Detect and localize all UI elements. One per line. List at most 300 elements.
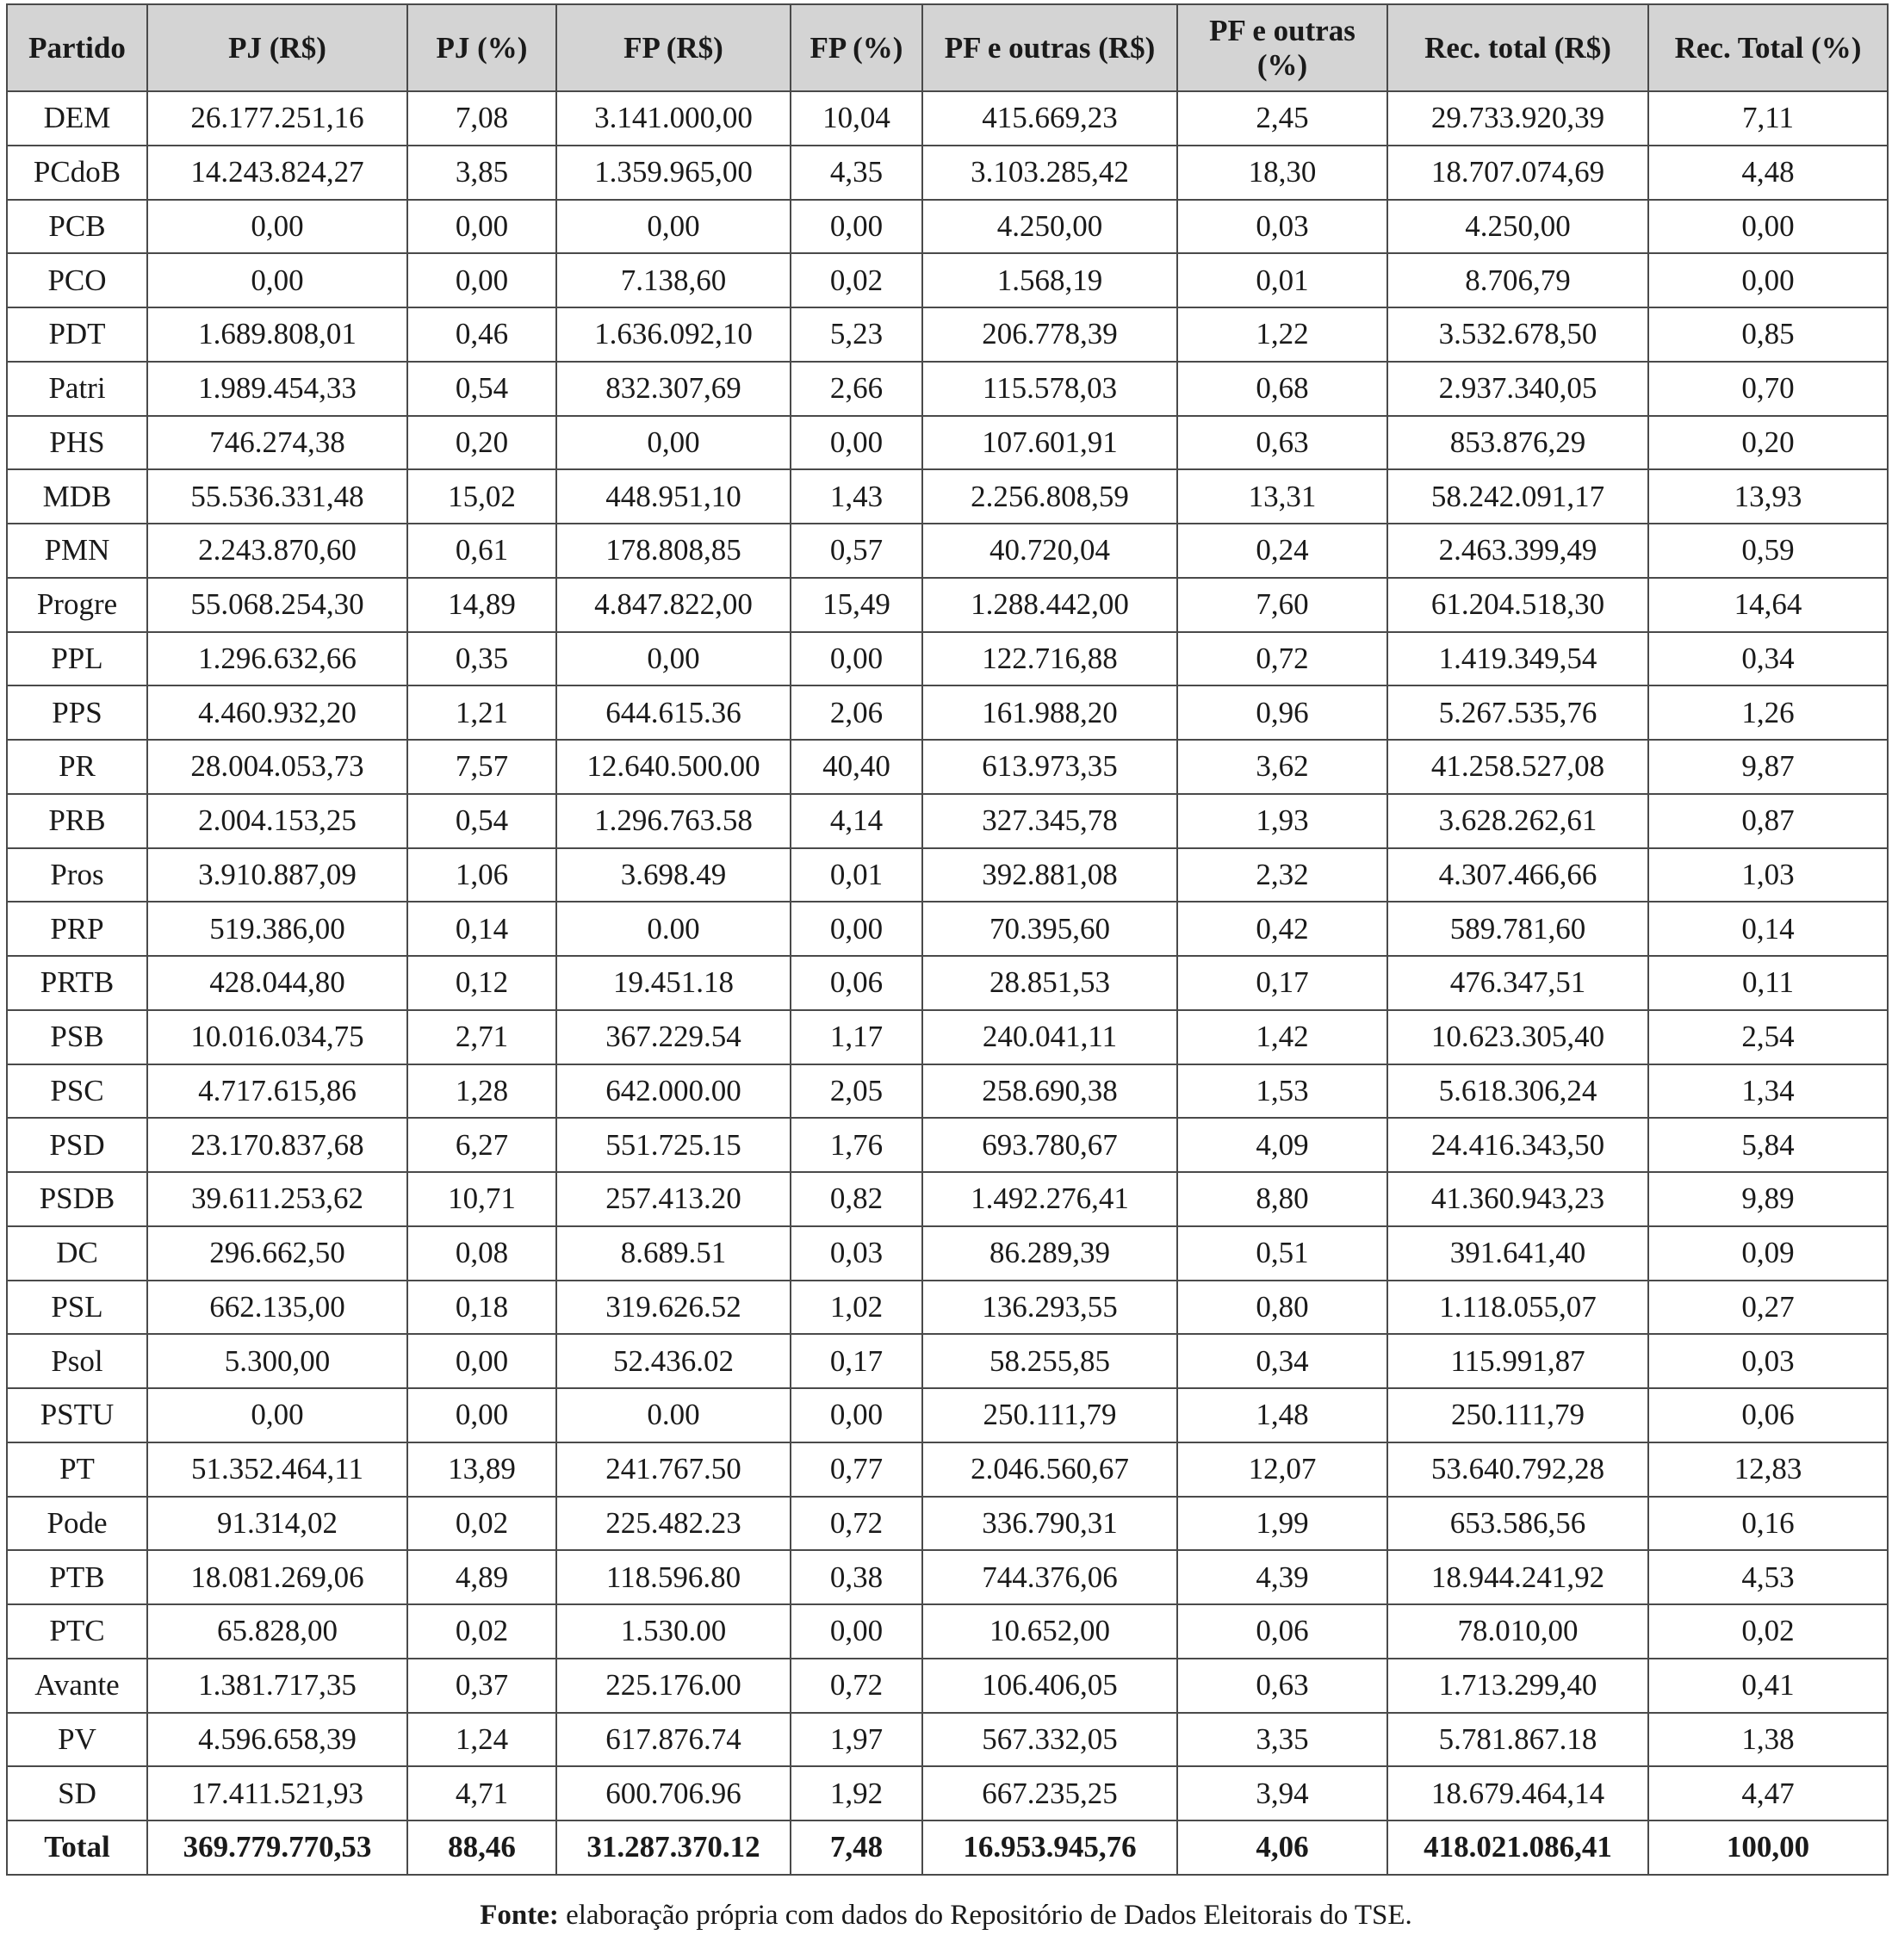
- table-cell: 19.451.18: [556, 956, 791, 1010]
- party-name-cell: PTB: [7, 1550, 147, 1604]
- total-cell: 16.953.945,76: [922, 1820, 1177, 1875]
- table-cell: 13,89: [407, 1442, 556, 1497]
- table-cell: 257.413.20: [556, 1172, 791, 1226]
- total-cell: 88,46: [407, 1820, 556, 1875]
- table-cell: 0,06: [1648, 1388, 1888, 1442]
- table-row: [7, 91, 1888, 146]
- table-cell: 58.242.091,17: [1387, 469, 1648, 524]
- table-cell: 567.332,05: [922, 1713, 1177, 1767]
- table-row: [7, 1604, 1888, 1659]
- table-cell: 0,00: [1648, 200, 1888, 254]
- table-cell: 0,06: [791, 956, 922, 1010]
- table-cell: 0,00: [556, 416, 791, 470]
- table-cell: 118.596.80: [556, 1550, 791, 1604]
- table-cell: 642.000.00: [556, 1064, 791, 1119]
- table-cell: 7,57: [407, 740, 556, 794]
- table-cell: 7,11: [1648, 91, 1888, 146]
- table-row: [7, 1497, 1888, 1551]
- party-name-cell: Psol: [7, 1334, 147, 1388]
- table-cell: 1,38: [1648, 1713, 1888, 1767]
- table-cell: 1,42: [1177, 1010, 1387, 1064]
- table-cell: 5.781.867.18: [1387, 1713, 1648, 1767]
- table-cell: 693.780,67: [922, 1118, 1177, 1172]
- table-cell: 2.463.399,49: [1387, 524, 1648, 578]
- table-cell: 8.706,79: [1387, 253, 1648, 307]
- table-cell: 65.828,00: [147, 1604, 407, 1659]
- table-cell: 0,63: [1177, 1659, 1387, 1713]
- table-cell: 0,00: [791, 1388, 922, 1442]
- table-cell: 2,32: [1177, 848, 1387, 902]
- table-cell: 1,48: [1177, 1388, 1387, 1442]
- table-cell: 1.713.299,40: [1387, 1659, 1648, 1713]
- table-cell: 4.250,00: [1387, 200, 1648, 254]
- table-cell: 0,37: [407, 1659, 556, 1713]
- table-header: [7, 4, 1888, 91]
- table-cell: 589.781,60: [1387, 902, 1648, 956]
- table-cell: 41.360.943,23: [1387, 1172, 1648, 1226]
- table-cell: 2.256.808,59: [922, 469, 1177, 524]
- table-cell: 476.347,51: [1387, 956, 1648, 1010]
- table-cell: 1,06: [407, 848, 556, 902]
- table-cell: 4,39: [1177, 1550, 1387, 1604]
- table-cell: 41.258.527,08: [1387, 740, 1648, 794]
- table-cell: 4.717.615,86: [147, 1064, 407, 1119]
- table-cell: 3,35: [1177, 1713, 1387, 1767]
- table-row: [7, 632, 1888, 686]
- party-name-cell: PRTB: [7, 956, 147, 1010]
- table-cell: 415.669,23: [922, 91, 1177, 146]
- table-row: [7, 578, 1888, 632]
- table-cell: 3,94: [1177, 1766, 1387, 1820]
- table-cell: 0,27: [1648, 1281, 1888, 1335]
- source-label: Fonte:: [480, 1900, 559, 1931]
- party-name-cell: PSC: [7, 1064, 147, 1119]
- table-cell: 24.416.343,50: [1387, 1118, 1648, 1172]
- table-cell: 2.937.340,05: [1387, 362, 1648, 416]
- table-row: [7, 469, 1888, 524]
- total-cell: 31.287.370.12: [556, 1820, 791, 1875]
- total-label-cell: Total: [7, 1820, 147, 1875]
- table-cell: 1.530.00: [556, 1604, 791, 1659]
- table-cell: 4.596.658,39: [147, 1713, 407, 1767]
- table-cell: 4.307.466,66: [1387, 848, 1648, 902]
- table-row: [7, 1766, 1888, 1820]
- table-cell: 2.046.560,67: [922, 1442, 1177, 1497]
- table-cell: 0,08: [407, 1226, 556, 1281]
- table-cell: 600.706.96: [556, 1766, 791, 1820]
- table-cell: 448.951,10: [556, 469, 791, 524]
- party-name-cell: PRB: [7, 794, 147, 848]
- table-cell: 1,53: [1177, 1064, 1387, 1119]
- table-cell: 0,61: [407, 524, 556, 578]
- table-cell: 86.289,39: [922, 1226, 1177, 1281]
- table-cell: 14,64: [1648, 578, 1888, 632]
- table-cell: 0,34: [1648, 632, 1888, 686]
- table-cell: 15,49: [791, 578, 922, 632]
- table-row: [7, 1550, 1888, 1604]
- table-cell: 5.300,00: [147, 1334, 407, 1388]
- table-cell: 0,00: [407, 200, 556, 254]
- table-cell: 1.492.276,41: [922, 1172, 1177, 1226]
- table-cell: 4,35: [791, 146, 922, 200]
- table-row: [7, 146, 1888, 200]
- party-name-cell: DC: [7, 1226, 147, 1281]
- party-name-cell: PSB: [7, 1010, 147, 1064]
- table-cell: 258.690,38: [922, 1064, 1177, 1119]
- table-cell: 519.386,00: [147, 902, 407, 956]
- party-name-cell: PTC: [7, 1604, 147, 1659]
- table-cell: 336.790,31: [922, 1497, 1177, 1551]
- column-header: FP (R$): [556, 4, 791, 91]
- party-name-cell: PSD: [7, 1118, 147, 1172]
- party-name-cell: PCB: [7, 200, 147, 254]
- table-cell: 13,93: [1648, 469, 1888, 524]
- table-cell: 61.204.518,30: [1387, 578, 1648, 632]
- table-cell: 0,00: [556, 632, 791, 686]
- table-cell: 1,21: [407, 685, 556, 740]
- table-cell: 12,07: [1177, 1442, 1387, 1497]
- table-cell: 1.419.349,54: [1387, 632, 1648, 686]
- table-cell: 2,45: [1177, 91, 1387, 146]
- column-header: PJ (R$): [147, 4, 407, 91]
- table-cell: 241.767.50: [556, 1442, 791, 1497]
- table-cell: 0,14: [1648, 902, 1888, 956]
- table-cell: 18,30: [1177, 146, 1387, 200]
- table-cell: 1,93: [1177, 794, 1387, 848]
- party-name-cell: PDT: [7, 307, 147, 362]
- table-cell: 1,97: [791, 1713, 922, 1767]
- party-name-cell: PSDB: [7, 1172, 147, 1226]
- table-cell: 0,72: [1177, 632, 1387, 686]
- table-cell: 0,00: [147, 1388, 407, 1442]
- table-row: [7, 1172, 1888, 1226]
- column-header: Rec. Total (%): [1648, 4, 1888, 91]
- total-cell: 7,48: [791, 1820, 922, 1875]
- table-row: [7, 794, 1888, 848]
- party-name-cell: Avante: [7, 1659, 147, 1713]
- table-row: [7, 740, 1888, 794]
- table-cell: 4,48: [1648, 146, 1888, 200]
- table-cell: 0,00: [147, 253, 407, 307]
- table-cell: 1,28: [407, 1064, 556, 1119]
- table-cell: 2.243.870,60: [147, 524, 407, 578]
- table-row: [7, 1226, 1888, 1281]
- party-name-cell: Pode: [7, 1497, 147, 1551]
- table-cell: 14,89: [407, 578, 556, 632]
- header-row: [7, 4, 1888, 91]
- table-row: [7, 902, 1888, 956]
- table-cell: 1,92: [791, 1766, 922, 1820]
- table-cell: 0,01: [791, 848, 922, 902]
- table-cell: 667.235,25: [922, 1766, 1177, 1820]
- table-cell: 551.725.15: [556, 1118, 791, 1172]
- table-cell: 6,27: [407, 1118, 556, 1172]
- table-cell: 1.689.808,01: [147, 307, 407, 362]
- table-cell: 1,03: [1648, 848, 1888, 902]
- table-cell: 653.586,56: [1387, 1497, 1648, 1551]
- column-header: PF e outras (%): [1177, 4, 1387, 91]
- source-caption: [0, 1898, 1892, 1932]
- table-cell: 1.636.092,10: [556, 307, 791, 362]
- party-name-cell: MDB: [7, 469, 147, 524]
- table-cell: 0,54: [407, 362, 556, 416]
- table-row: [7, 362, 1888, 416]
- table-cell: 3,85: [407, 146, 556, 200]
- table-cell: 250.111,79: [1387, 1388, 1648, 1442]
- table-cell: 0,12: [407, 956, 556, 1010]
- table-cell: 0,41: [1648, 1659, 1888, 1713]
- table-cell: 0,00: [556, 200, 791, 254]
- table-cell: 1.568,19: [922, 253, 1177, 307]
- table-cell: 78.010,00: [1387, 1604, 1648, 1659]
- table-cell: 0,72: [791, 1497, 922, 1551]
- table-cell: 0,46: [407, 307, 556, 362]
- table-cell: 2,66: [791, 362, 922, 416]
- column-header: PF e outras (R$): [922, 4, 1177, 91]
- table-cell: 5.618.306,24: [1387, 1064, 1648, 1119]
- party-name-cell: PPS: [7, 685, 147, 740]
- table-row: [7, 1334, 1888, 1388]
- table-cell: 0,01: [1177, 253, 1387, 307]
- table-cell: 2.004.153,25: [147, 794, 407, 848]
- total-cell: 4,06: [1177, 1820, 1387, 1875]
- table-cell: 2,05: [791, 1064, 922, 1119]
- table-cell: 58.255,85: [922, 1334, 1177, 1388]
- table-cell: 5,23: [791, 307, 922, 362]
- table-cell: 161.988,20: [922, 685, 1177, 740]
- table-cell: 5.267.535,76: [1387, 685, 1648, 740]
- table-cell: 0,68: [1177, 362, 1387, 416]
- table-cell: 0,09: [1648, 1226, 1888, 1281]
- table-cell: 1.296.763.58: [556, 794, 791, 848]
- table-cell: 644.615.36: [556, 685, 791, 740]
- table-cell: 1,99: [1177, 1497, 1387, 1551]
- table-cell: 1,24: [407, 1713, 556, 1767]
- table-cell: 3.698.49: [556, 848, 791, 902]
- table-cell: 7.138,60: [556, 253, 791, 307]
- column-header: Rec. total (R$): [1387, 4, 1648, 91]
- table-cell: 0.00: [556, 1388, 791, 1442]
- table-cell: 1.381.717,35: [147, 1659, 407, 1713]
- table-row: [7, 1010, 1888, 1064]
- table-cell: 0,17: [791, 1334, 922, 1388]
- table-cell: 15,02: [407, 469, 556, 524]
- table-row: [7, 524, 1888, 578]
- table-cell: 122.716,88: [922, 632, 1177, 686]
- table-cell: 17.411.521,93: [147, 1766, 407, 1820]
- table-cell: 178.808,85: [556, 524, 791, 578]
- table-cell: 0.00: [556, 902, 791, 956]
- table-row: [7, 253, 1888, 307]
- table-cell: 0,00: [407, 253, 556, 307]
- table-cell: 240.041,11: [922, 1010, 1177, 1064]
- table-cell: 9,87: [1648, 740, 1888, 794]
- table-cell: 206.778,39: [922, 307, 1177, 362]
- table-cell: 0,14: [407, 902, 556, 956]
- table-cell: 55.068.254,30: [147, 578, 407, 632]
- table-cell: 0,06: [1177, 1604, 1387, 1659]
- column-header: PJ (%): [407, 4, 556, 91]
- party-name-cell: PHS: [7, 416, 147, 470]
- table-cell: 4,09: [1177, 1118, 1387, 1172]
- total-cell: 418.021.086,41: [1387, 1820, 1648, 1875]
- party-name-cell: Patri: [7, 362, 147, 416]
- party-name-cell: PCO: [7, 253, 147, 307]
- table-cell: 5,84: [1648, 1118, 1888, 1172]
- table-cell: 0,42: [1177, 902, 1387, 956]
- table-row: [7, 307, 1888, 362]
- table-cell: 106.406,05: [922, 1659, 1177, 1713]
- table-cell: 53.640.792,28: [1387, 1442, 1648, 1497]
- table-cell: 1,76: [791, 1118, 922, 1172]
- table-cell: 4.847.822,00: [556, 578, 791, 632]
- table-cell: 13,31: [1177, 469, 1387, 524]
- table-cell: 115.578,03: [922, 362, 1177, 416]
- party-name-cell: Pros: [7, 848, 147, 902]
- table-cell: 0,00: [791, 1604, 922, 1659]
- table-cell: 1.359.965,00: [556, 146, 791, 200]
- party-revenue-table: [6, 3, 1889, 1876]
- table-cell: 18.707.074,69: [1387, 146, 1648, 200]
- total-row: [7, 1820, 1888, 1875]
- table-row: [7, 416, 1888, 470]
- table-cell: 1,34: [1648, 1064, 1888, 1119]
- table-cell: 0,00: [407, 1388, 556, 1442]
- table-cell: 4.250,00: [922, 200, 1177, 254]
- table-row: [7, 1388, 1888, 1442]
- table-cell: 4,14: [791, 794, 922, 848]
- table-cell: 7,60: [1177, 578, 1387, 632]
- table-cell: 744.376,06: [922, 1550, 1177, 1604]
- table-cell: 0,96: [1177, 685, 1387, 740]
- table-cell: 4,53: [1648, 1550, 1888, 1604]
- table-cell: 3.910.887,09: [147, 848, 407, 902]
- table-cell: 4,71: [407, 1766, 556, 1820]
- table-cell: 0,85: [1648, 307, 1888, 362]
- table-cell: 0,59: [1648, 524, 1888, 578]
- table-cell: 28.004.053,73: [147, 740, 407, 794]
- table-cell: 0,70: [1648, 362, 1888, 416]
- table-cell: 1,43: [791, 469, 922, 524]
- table-cell: 428.044,80: [147, 956, 407, 1010]
- table-cell: 0,51: [1177, 1226, 1387, 1281]
- table-cell: 0,72: [791, 1659, 922, 1713]
- table-cell: 8.689.51: [556, 1226, 791, 1281]
- table-row: [7, 1281, 1888, 1335]
- table-cell: 0,03: [1648, 1334, 1888, 1388]
- table-cell: 8,80: [1177, 1172, 1387, 1226]
- table-cell: 0,38: [791, 1550, 922, 1604]
- table-cell: 9,89: [1648, 1172, 1888, 1226]
- party-name-cell: PSTU: [7, 1388, 147, 1442]
- table-cell: 51.352.464,11: [147, 1442, 407, 1497]
- table-cell: 0,00: [791, 632, 922, 686]
- table-cell: 4,47: [1648, 1766, 1888, 1820]
- party-name-cell: DEM: [7, 91, 147, 146]
- table-cell: 832.307,69: [556, 362, 791, 416]
- table-cell: 12.640.500.00: [556, 740, 791, 794]
- table-cell: 136.293,55: [922, 1281, 1177, 1335]
- table-cell: 4.460.932,20: [147, 685, 407, 740]
- table-cell: 0,35: [407, 632, 556, 686]
- table-row: [7, 956, 1888, 1010]
- party-name-cell: SD: [7, 1766, 147, 1820]
- table-cell: 0,87: [1648, 794, 1888, 848]
- table-cell: 1,22: [1177, 307, 1387, 362]
- total-cell: 369.779.770,53: [147, 1820, 407, 1875]
- table-cell: 0,24: [1177, 524, 1387, 578]
- table-cell: 18.944.241,92: [1387, 1550, 1648, 1604]
- table-cell: 0,00: [407, 1334, 556, 1388]
- table-cell: 91.314,02: [147, 1497, 407, 1551]
- table-cell: 225.176.00: [556, 1659, 791, 1713]
- table-cell: 115.991,87: [1387, 1334, 1648, 1388]
- table-cell: 2,54: [1648, 1010, 1888, 1064]
- table-cell: 0,02: [791, 253, 922, 307]
- table-cell: 14.243.824,27: [147, 146, 407, 200]
- table-cell: 52.436.02: [556, 1334, 791, 1388]
- table-cell: 0,80: [1177, 1281, 1387, 1335]
- table-cell: 746.274,38: [147, 416, 407, 470]
- table-cell: 0,00: [791, 200, 922, 254]
- table-cell: 853.876,29: [1387, 416, 1648, 470]
- table-cell: 1.118.055,07: [1387, 1281, 1648, 1335]
- table-cell: 7,08: [407, 91, 556, 146]
- table-cell: 40.720,04: [922, 524, 1177, 578]
- table-cell: 3.532.678,50: [1387, 307, 1648, 362]
- table-cell: 0,00: [1648, 253, 1888, 307]
- table-cell: 225.482.23: [556, 1497, 791, 1551]
- table-cell: 1.989.454,33: [147, 362, 407, 416]
- table-cell: 18.081.269,06: [147, 1550, 407, 1604]
- table-cell: 3,62: [1177, 740, 1387, 794]
- table-cell: 2,06: [791, 685, 922, 740]
- table-cell: 0,11: [1648, 956, 1888, 1010]
- party-name-cell: PR: [7, 740, 147, 794]
- table-cell: 10,04: [791, 91, 922, 146]
- table-row: [7, 848, 1888, 902]
- table-cell: 391.641,40: [1387, 1226, 1648, 1281]
- table-cell: 0,02: [407, 1497, 556, 1551]
- table-cell: 70.395,60: [922, 902, 1177, 956]
- table-cell: 0,20: [407, 416, 556, 470]
- table-cell: 12,83: [1648, 1442, 1888, 1497]
- table-cell: 0,63: [1177, 416, 1387, 470]
- table-cell: 1.296.632,66: [147, 632, 407, 686]
- table-cell: 1,02: [791, 1281, 922, 1335]
- table-cell: 1,26: [1648, 685, 1888, 740]
- total-cell: 100,00: [1648, 1820, 1888, 1875]
- table-cell: 0,00: [147, 200, 407, 254]
- table-cell: 39.611.253,62: [147, 1172, 407, 1226]
- column-header: Partido: [7, 4, 147, 91]
- table-cell: 0,00: [791, 416, 922, 470]
- table-cell: 0,57: [791, 524, 922, 578]
- table-row: [7, 1064, 1888, 1119]
- table-body: [7, 91, 1888, 1875]
- party-name-cell: PV: [7, 1713, 147, 1767]
- party-name-cell: PSL: [7, 1281, 147, 1335]
- party-name-cell: PT: [7, 1442, 147, 1497]
- data-table-container: [6, 3, 1887, 1876]
- table-cell: 0,02: [1648, 1604, 1888, 1659]
- table-cell: 28.851,53: [922, 956, 1177, 1010]
- table-cell: 0,03: [1177, 200, 1387, 254]
- table-row: [7, 685, 1888, 740]
- table-cell: 26.177.251,16: [147, 91, 407, 146]
- table-cell: 1,17: [791, 1010, 922, 1064]
- table-cell: 367.229.54: [556, 1010, 791, 1064]
